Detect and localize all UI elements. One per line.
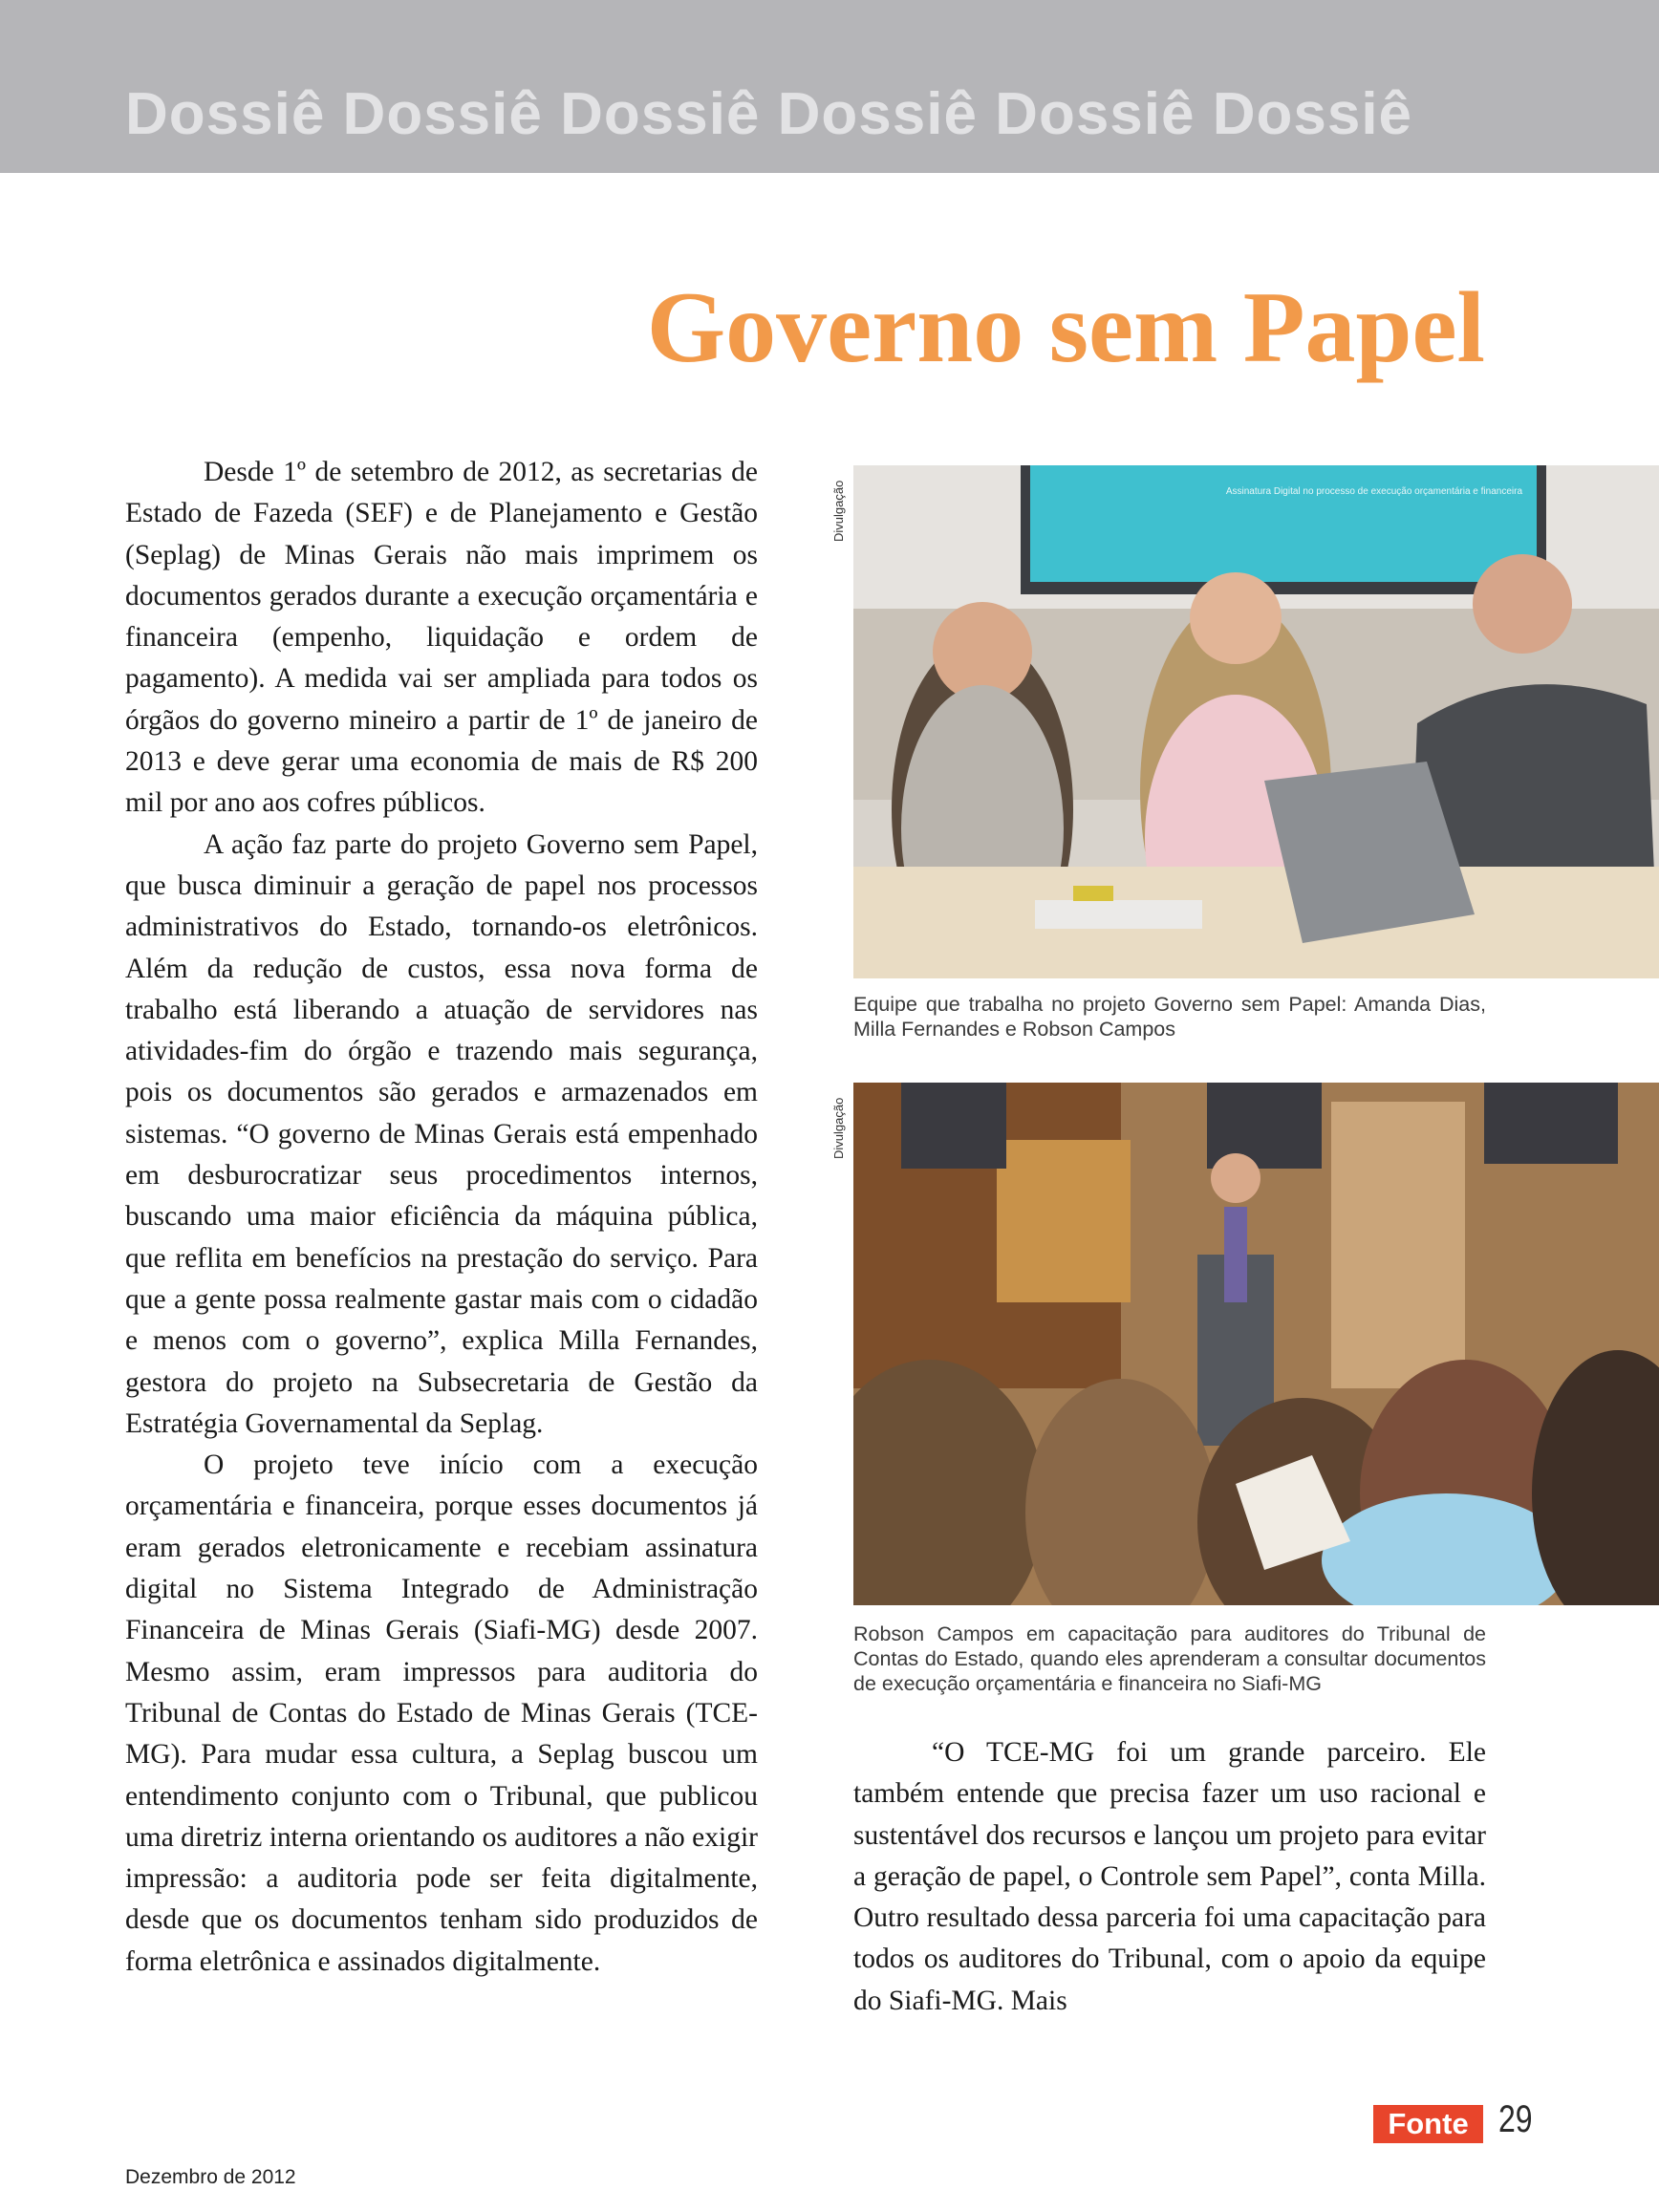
right-text-column — [853, 1732, 1486, 2022]
issue-date: Dezembro de 2012 — [125, 2166, 296, 2188]
section-banner-text: Dossiê Dossiê Dossiê Dossiê Dossiê Dossiê — [125, 81, 1413, 147]
paragraph-1: Desde 1º de setembro de 2012, as secretarias de Estado de Fazeda (SEF) e de Planejamento e Gestão (Seplag) de Minas Gerais não mais imprimem os documentos gerados durante a execução orçamentária e financeira (empenho, liquidação e ordem de pagamento). A medida vai ser ampliada para todos os órgãos do governo mineiro a partir de 1º de janeiro de 2013 e deve gerar uma economia de mais de R$ 200 mil por ano aos cofres públicos. — [125, 457, 758, 819]
photo-credit-2: Divulgação — [831, 1097, 846, 1159]
paragraph-2: A ação faz parte do projeto Governo sem Papel, que busca diminuir a geração de papel nos processos administrativos do Estado, tornando-os eletrônicos. Além da redução de custos, essa nova forma de trabalho está liberando a atuação de servidores nas atividades-fim do órgão e trazendo mais segurança, pois os documentos são gerados e armazenados em sistemas. “O governo de Minas Gerais está empenhado em desburocratizar seus procedimentos internos, buscando uma maior eficiência da máquina pública, que reflita em benefícios na prestação do serviço. Para que a gente possa realmente gastar mais com o cidadão e menos com o governo”, explica Milla Fernandes, gestora do projeto na Subsecretaria de Gestão da Estratégia Governamental da Seplag. — [125, 828, 758, 1439]
left-text-column — [125, 452, 758, 1983]
photo-credit-1: Divulgação — [831, 480, 846, 542]
team-photo — [853, 465, 1659, 978]
screen-text: Assinatura Digital no processo de execução orçamentária e financeira — [1225, 486, 1522, 497]
page-number: 29 — [1498, 2098, 1533, 2140]
header-banner — [0, 0, 1659, 173]
fonte-logo: Fonte — [1373, 2105, 1483, 2143]
training-photo — [853, 1083, 1659, 1605]
photo-caption-1: Equipe que trabalha no projeto Governo sem Papel: Amanda Dias, Milla Fernandes e Robson Campos — [853, 993, 1486, 1041]
paragraph-4: “O TCE-MG foi um grande parceiro. Ele também entende que precisa fazer um uso racional e sustentável dos recursos e lançou um projeto para evitar a geração de papel, o Controle sem Papel”, conta Milla. Outro resultado dessa parceria foi uma capacitação para todos os auditores do Tribunal, com o apoio da equipe do Siafi-MG. Mais — [853, 1737, 1486, 2016]
photo-caption-2: Robson Campos em capacitação para auditores do Tribunal de Contas do Estado, quando eles aprenderam a consultar documentos de execução orçamentária e financeira no Siafi-MG — [853, 1622, 1486, 1695]
article-title: Governo sem Papel — [646, 271, 1485, 383]
paragraph-3: O projeto teve início com a execução orçamentária e financeira, porque esses documentos já eram gerados eletronicamente e recebiam assinatura digital no Sistema Integrado de Administração Financeira de Minas Gerais (Siafi-MG) desde 2007. Mesmo assim, eram impressos para auditoria do Tribunal de Contas do Estado de Minas Gerais (TCE-MG). Para mudar essa cultura, a Seplag buscou um entendimento conjunto com o Tribunal, que publicou uma diretriz interna orientando os auditores a não exigir impressão: a auditoria pode ser feita digitalmente, desde que os documentos tenham sido produzidos de forma eletrônica e assinados digitalmente. — [125, 1450, 758, 1977]
